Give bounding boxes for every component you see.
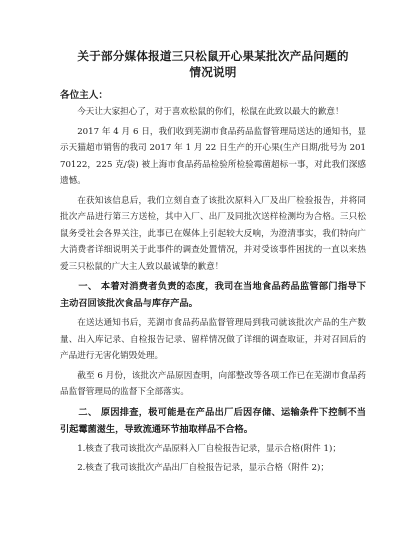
paragraph-recall: 在送达通知书后，芜湖市食品药品监督管理局到我司就该批次产品的生产数量、出入库记录、自检报告记录、留样情况做了详细的调查取证，并对召回后的产品进行无害化销毁处理。 (60, 318, 366, 361)
title-line-1: 关于部分媒体报道三只松鼠开心果某批次产品问题的 (77, 49, 349, 63)
section-heading-1: 一、 本着对消费者负责的态度，我司在当地食品药品监管部门指导下主动召回该批次食品与库存产品。 (60, 281, 366, 309)
document-title (60, 48, 366, 80)
list-item-1: 1.核查了我司该批次产品原料入厂自检报告记录，显示合格(附件 1)； (77, 443, 341, 454)
list-item-2: 2.核查了我司该批次产品出厂自检报告记录，显示合格（附件 2)； (77, 463, 329, 473)
paragraph-investigation: 在获知该信息后，我们立刻自查了该批次原料入厂及出厂检验报告，并将同批次产品进行第三方送检，其中入厂、出厂及同批次送样检测均为合格。三只松鼠务受社会各界关注，此事已在媒体上引起较大反响，为澄清事实，我们特向广大消费者详细说明关于此事件的调查处置情况，并对受该事件困扰的一直以来热爱三只松鼠的广大主人致以最诚挚的歉意！ (60, 195, 366, 272)
section-heading-2: 二、 原因排查，极可能是在产品出厂后因存储、运输条件下控制不当引起霉菌滋生，导致流通环节抽取样品不合格。 (60, 406, 366, 435)
paragraph-rectification: 截至 6 月份，该批次产品原因查明，向部整改等各项工作已在芜湖市食品药品监督管理局的监督下全部落实。 (60, 370, 366, 397)
paragraph-notice: 2017 年 4 月 6 日，我们收到芜湖市食品药品监督管理局送达的通知书，显示天猫超市销售的我司 2017 年 1 月 22 日生产的开心果(生产日期/批号为 20170122，225 克/袋) 被上海市食品药品检验所检验霉菌超标一事，对此我们深感遗憾。 (60, 126, 366, 186)
title-line-2: 情况说明 (189, 65, 237, 79)
salutation: 各位主人： (60, 90, 108, 101)
paragraph-apology: 今天让大家担心了，对于喜欢松鼠的你们，松鼠在此致以最大的歉意！ (77, 107, 344, 117)
